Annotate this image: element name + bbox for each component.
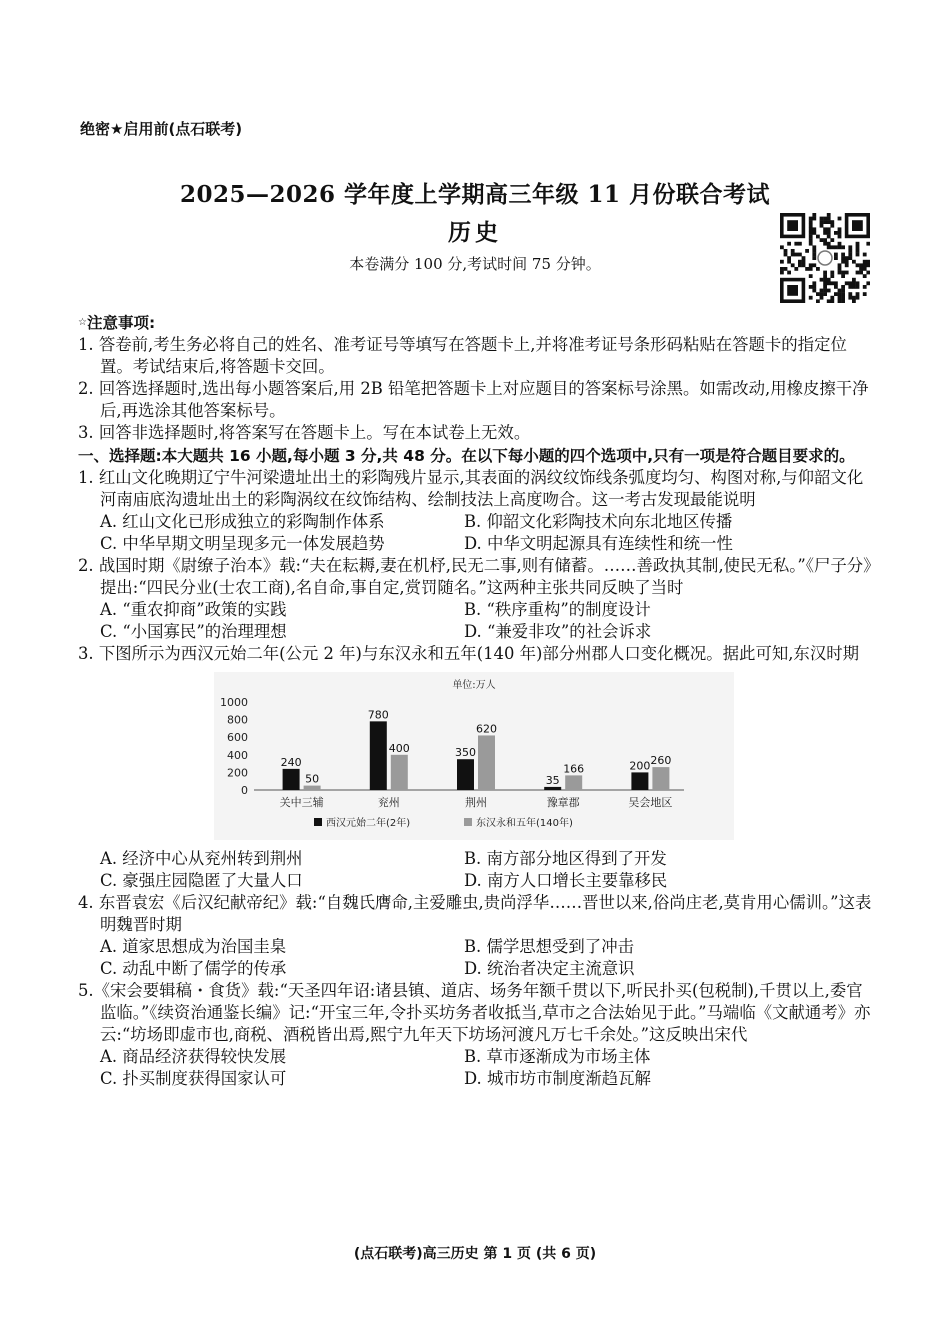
qr-module (823, 278, 827, 282)
qr-module (780, 245, 784, 249)
qr-module (823, 281, 827, 285)
bar (544, 786, 561, 789)
qr-module (784, 253, 788, 257)
option: B. 草市逐渐成为市场主体 (464, 1047, 651, 1067)
qr-module (845, 256, 849, 260)
qr-module (834, 285, 838, 289)
notice-item-2: 2. 回答选择题时,选出每小题答案后,用 2B 铅笔把答题卡上对应题目的答案标号涂黑。如需改动,用橡皮擦干净后,再选涂其他答案标号。 (78, 379, 869, 421)
qr-module (805, 267, 809, 271)
qr-module (848, 285, 852, 289)
qr-module (812, 213, 816, 217)
qr-module (848, 245, 852, 249)
qr-module (794, 242, 798, 246)
qr-module (809, 220, 813, 224)
qr-module (834, 253, 838, 257)
qr-module (802, 256, 806, 260)
qr-module (820, 217, 824, 221)
option: D. 统治者决定主流意识 (464, 958, 635, 978)
qr-module (809, 231, 813, 235)
qr-module (823, 238, 827, 242)
qr-module (838, 289, 842, 293)
qr-module (791, 253, 795, 257)
bar (631, 772, 648, 790)
data-label: 620 (476, 721, 497, 735)
y-tick-label: 200 (227, 765, 248, 779)
qr-module (866, 263, 870, 267)
question-2-options (78, 599, 874, 643)
option: D. “兼爱非攻”的社会诉求 (464, 622, 652, 642)
section-title: 一、选择题:本大题共 16 小题,每小题 3 分,共 48 分。在以下每小题的四个选项中,只有一项是符合题目要求的。 (78, 446, 855, 465)
qr-module (841, 274, 845, 278)
qr-module (863, 267, 867, 271)
qr-module (845, 263, 849, 267)
qr-module (859, 271, 863, 275)
question-4-stem: 4. 东晋袁宏《后汉纪献帝纪》载:“自魏氏膺命,主爱雕虫,贵尚浮华……晋世以来,俗尚庄老,莫肯用心儒训。”这表明魏晋时期 (78, 892, 872, 934)
qr-module (830, 296, 834, 300)
qr-code (780, 213, 870, 303)
qr-module (802, 263, 806, 267)
exam-body (78, 312, 874, 1091)
x-tick-label: 豫章郡 (546, 795, 580, 809)
qr-module (791, 263, 795, 267)
qr-module (780, 260, 784, 264)
qr-module (838, 227, 842, 231)
score-line: 本卷满分 100 分,考试时间 75 分钟。 (349, 255, 601, 273)
qr-module (856, 245, 860, 249)
legend-swatch (464, 818, 472, 826)
qr-module (823, 217, 827, 221)
option: D. 城市坊市制度渐趋瓦解 (464, 1069, 651, 1089)
secret-label: 绝密★启用前(点石联考) (80, 120, 243, 138)
qr-module (823, 231, 827, 235)
question-4-options (78, 936, 874, 980)
qr-module (823, 274, 827, 278)
qr-module (794, 267, 798, 271)
qr-module (827, 235, 831, 239)
qr-module (852, 278, 856, 282)
option: C. “小国寡民”的治理理想 (100, 622, 287, 642)
qr-module (809, 267, 813, 271)
qr-module (856, 263, 860, 267)
option: A. “重农抑商”政策的实践 (100, 600, 287, 620)
qr-module (823, 242, 827, 246)
qr-module (827, 213, 831, 217)
qr-module (784, 249, 788, 253)
qr-module (830, 224, 834, 228)
data-label: 350 (455, 745, 476, 759)
qr-module (866, 242, 870, 246)
y-tick-label: 600 (227, 730, 248, 744)
notice-item-3: 3. 回答非选择题时,将答案写在答题卡上。写在本试卷上无效。 (78, 423, 531, 443)
qr-module (791, 249, 795, 253)
qr-module (827, 220, 831, 224)
qr-module (812, 253, 816, 257)
qr-finder-core (852, 220, 863, 231)
option: B. 南方部分地区得到了开发 (464, 848, 667, 868)
qr-module (852, 285, 856, 289)
subject-title: 历史 (448, 219, 502, 246)
qr-module (820, 292, 824, 296)
qr-module (856, 242, 860, 246)
qr-module (863, 285, 867, 289)
qr-module (812, 285, 816, 289)
qr-module (841, 271, 845, 275)
qr-module (784, 267, 788, 271)
bar (391, 754, 408, 789)
qr-module (856, 292, 860, 296)
qr-module (809, 242, 813, 246)
x-tick-label: 关中三辅 (279, 795, 324, 809)
qr-module (841, 299, 845, 303)
qr-module (838, 231, 842, 235)
qr-module (848, 296, 852, 300)
qr-module (852, 260, 856, 264)
qr-module (827, 245, 831, 249)
qr-module (838, 299, 842, 303)
qr-module (816, 299, 820, 303)
qr-module (834, 256, 838, 260)
qr-module (809, 238, 813, 242)
qr-module (812, 231, 816, 235)
qr-module (809, 235, 813, 239)
bar (565, 775, 582, 790)
option: A. 红山文化已形成独立的彩陶制作体系 (100, 511, 385, 531)
qr-module (830, 274, 834, 278)
qr-module (805, 249, 809, 253)
y-tick-label: 400 (227, 748, 248, 762)
bar (283, 768, 300, 789)
population-bar-chart (214, 672, 734, 840)
qr-module (848, 281, 852, 285)
qr-module (838, 267, 842, 271)
qr-module (809, 227, 813, 231)
qr-module (809, 296, 813, 300)
qr-module (838, 245, 842, 249)
data-label: 400 (388, 741, 410, 755)
option: C. 豪强庄园隐匿了大量人口 (100, 870, 303, 890)
option: A. 经济中心从兖州转到荆州 (100, 848, 303, 868)
data-label: 50 (305, 772, 320, 786)
qr-module (834, 292, 838, 296)
qr-module (823, 292, 827, 296)
option: A. 商品经济获得较快发展 (100, 1047, 287, 1067)
qr-module (823, 227, 827, 231)
qr-module (866, 271, 870, 275)
qr-module (830, 238, 834, 242)
bar (457, 759, 474, 790)
qr-module (820, 278, 824, 282)
notice-title: ☆注意事项: (78, 314, 156, 332)
option: C. 扑买制度获得国家认可 (100, 1069, 287, 1089)
qr-module (845, 271, 849, 275)
qr-module (841, 296, 845, 300)
option: D. 中华文明起源具有连续性和统一性 (464, 533, 733, 553)
population-chart (214, 672, 734, 840)
qr-module (830, 281, 834, 285)
legend-label: 东汉永和五年(140年) (476, 817, 573, 829)
qr-module (820, 238, 824, 242)
qr-module (798, 260, 802, 264)
qr-module (863, 253, 867, 257)
qr-module (823, 285, 827, 289)
qr-module (866, 260, 870, 264)
question-5-stem: 5.《宋会要辑稿・食货》载:“天圣四年诏:诸县镇、道店、场务年额千贯以下,听民扑买(包税制),千贯以上,委官监临。”《续资治通鉴长编》记:“开宝三年,令扑买坊务者收抵当,草市之合法始见于此。”马端临《文献通考》亦云:“坊场即虚市也,商税、酒税皆出焉,熙宁九年天下坊场河渡凡万七千余处。”这反映出宋代 (78, 981, 871, 1045)
qr-module (809, 274, 813, 278)
data-label: 780 (367, 707, 389, 721)
x-tick-label: 吴会地区 (628, 795, 673, 809)
qr-module (812, 289, 816, 293)
qr-module (827, 242, 831, 246)
qr-module (856, 249, 860, 253)
question-1-stem: 1. 红山文化晚期辽宁牛河梁遗址出土的彩陶残片显示,其表面的涡纹纹饰线条弧度均匀、构图对称,与仰韶文化河南庙底沟遗址出土的彩陶涡纹在纹饰结构、绘制技法上高度吻合。这一考古发现最能说明 (78, 467, 864, 509)
qr-module (838, 263, 842, 267)
legend-label: 西汉元始二年(2年) (326, 817, 411, 829)
qr-module (823, 289, 827, 293)
qr-module (856, 285, 860, 289)
qr-module (812, 256, 816, 260)
qr-module (848, 292, 852, 296)
qr-module (830, 220, 834, 224)
qr-module (838, 296, 842, 300)
option: B. 儒学思想受到了冲击 (464, 936, 634, 956)
y-tick-label: 1000 (220, 695, 248, 709)
qr-module (820, 296, 824, 300)
qr-module (820, 224, 824, 228)
qr-module (863, 292, 867, 296)
qr-module (834, 231, 838, 235)
qr-module (856, 281, 860, 285)
qr-module (863, 274, 867, 278)
qr-module (798, 242, 802, 246)
qr-module (827, 231, 831, 235)
question-3-options (78, 848, 874, 892)
qr-module (841, 253, 845, 257)
bar (652, 767, 669, 790)
qr-module (802, 260, 806, 264)
data-label: 260 (650, 753, 672, 767)
qr-module (827, 299, 831, 303)
x-tick-label: 荆州 (465, 795, 487, 809)
qr-module (866, 281, 870, 285)
qr-module (823, 271, 827, 275)
x-tick-label: 兖州 (377, 795, 400, 809)
qr-module (823, 220, 827, 224)
data-label: 166 (563, 761, 585, 775)
qr-module (848, 249, 852, 253)
question-5-options (78, 1046, 874, 1090)
bar (370, 721, 387, 790)
qr-module (787, 271, 791, 275)
qr-module (787, 260, 791, 264)
qr-module (848, 256, 852, 260)
data-label: 240 (280, 755, 302, 769)
qr-module (852, 281, 856, 285)
qr-module (838, 235, 842, 239)
qr-module (838, 271, 842, 275)
y-tick-label: 800 (227, 713, 248, 727)
qr-module (809, 285, 813, 289)
qr-module (809, 263, 813, 267)
qr-module (830, 245, 834, 249)
qr-module (780, 267, 784, 271)
qr-module (798, 253, 802, 257)
qr-module (830, 271, 834, 275)
qr-finder-core (787, 220, 798, 231)
qr-module (841, 292, 845, 296)
option: B. “秩序重构”的制度设计 (464, 600, 651, 620)
page-footer: (点石联考)高三历史 第 1 页 (共 6 页) (353, 1246, 597, 1262)
qr-module (827, 281, 831, 285)
qr-module (834, 281, 838, 285)
qr-module (812, 217, 816, 221)
question-2-stem: 2. 战国时期《尉缭子治本》载:“夫在耘耨,妻在机杼,民无二事,则有储蓄。……善政执其制,使民无私。”《尸子分》提出:“四民分业(士农工商),名自命,事自定,赏罚随名。”这两种主张共同反映了当时 (78, 556, 872, 598)
qr-module (856, 271, 860, 275)
qr-module (841, 289, 845, 293)
qr-module (798, 263, 802, 267)
qr-module (838, 242, 842, 246)
qr-module (794, 253, 798, 257)
qr-module (812, 281, 816, 285)
qr-logo (818, 251, 832, 265)
notice-star: ☆ (78, 317, 87, 328)
qr-module (812, 249, 816, 253)
qr-module (863, 260, 867, 264)
qr-module (838, 292, 842, 296)
y-tick-label: 0 (241, 783, 248, 797)
option: B. 仰韶文化彩陶技术向东北地区传播 (464, 511, 733, 531)
question-1-options (78, 511, 874, 555)
qr-module (856, 296, 860, 300)
qr-module (787, 242, 791, 246)
qr-module (841, 285, 845, 289)
qr-module (827, 227, 831, 231)
qr-module (809, 224, 813, 228)
qr-module (845, 281, 849, 285)
qr-code-graphic (780, 213, 870, 303)
qr-module (834, 245, 838, 249)
qr-module (856, 253, 860, 257)
qr-module (859, 267, 863, 271)
qr-module (827, 278, 831, 282)
qr-module (827, 217, 831, 221)
data-label: 200 (629, 758, 651, 772)
qr-finder-core (787, 285, 798, 296)
bar (478, 735, 495, 790)
qr-module (780, 271, 784, 275)
data-label: 35 (545, 773, 560, 787)
qr-module (830, 299, 834, 303)
exam-title: 2025—2026 学年度上学期高三年级 11 月份联合考试 (179, 181, 771, 208)
notice-item-1: 1. 答卷前,考生务必将自己的姓名、准考证号等填写在答题卡上,并将准考证号条形码粘贴在答题卡的指定位置。考试结束后,将答题卡交回。 (78, 335, 847, 377)
chart-title: 单位:万人 (452, 679, 496, 691)
qr-module (852, 296, 856, 300)
qr-module (859, 263, 863, 267)
qr-module (841, 245, 845, 249)
option: A. 道家思想成为治国圭臬 (100, 936, 287, 956)
qr-module (838, 217, 842, 221)
qr-module (809, 217, 813, 221)
legend-swatch (314, 818, 322, 826)
qr-module (820, 220, 824, 224)
qr-module (816, 267, 820, 271)
qr-module (845, 260, 849, 264)
qr-module (816, 292, 820, 296)
option: C. 中华早期文明呈现多元一体发展趋势 (100, 533, 385, 553)
qr-module (820, 289, 824, 293)
qr-module (812, 263, 816, 267)
qr-module (787, 256, 791, 260)
qr-module (863, 263, 867, 267)
qr-module (816, 235, 820, 239)
qr-module (827, 289, 831, 293)
qr-module (812, 227, 816, 231)
option: C. 动乱中断了儒学的传承 (100, 958, 287, 978)
qr-module (841, 256, 845, 260)
qr-module (841, 260, 845, 264)
qr-module (848, 253, 852, 257)
question-3-stem: 3. 下图所示为西汉元始二年(公元 2 年)与东汉永和五年(140 年)部分州郡人口变化概况。据此可知,东汉时期 (78, 644, 859, 664)
qr-module (852, 299, 856, 303)
option: D. 南方人口增长主要靠移民 (464, 870, 668, 890)
qr-module (812, 245, 816, 249)
bar (304, 785, 321, 789)
